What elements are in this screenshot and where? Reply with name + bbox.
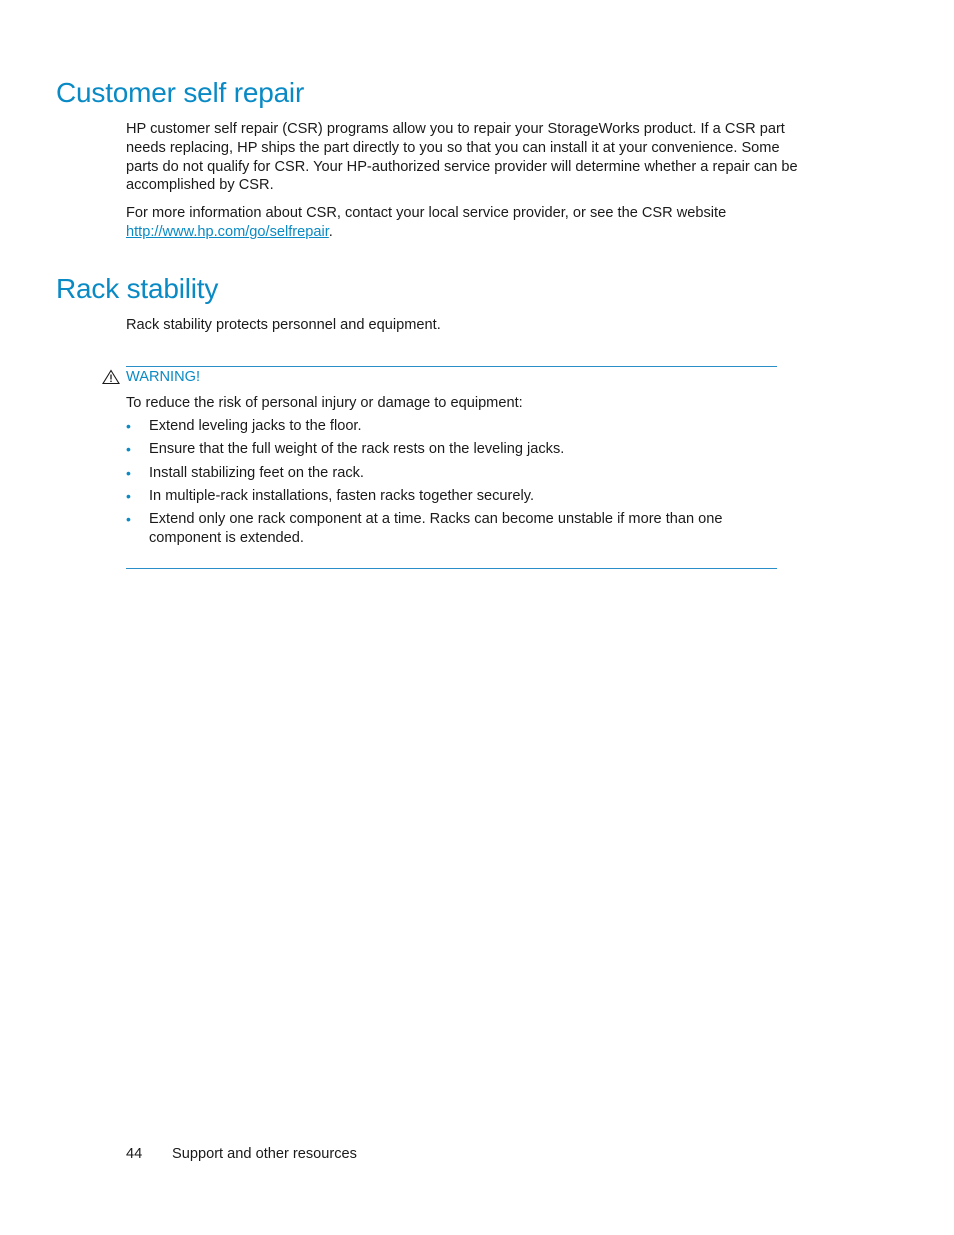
- section-title-rack-stability: Rack stability: [56, 273, 219, 304]
- section-title-customer-self-repair: Customer self repair: [56, 77, 305, 108]
- list-item-text: In multiple-rack installations, fasten racks together securely.: [149, 487, 535, 504]
- warning-label: WARNING!: [126, 369, 201, 385]
- bullet-icon: •: [126, 464, 131, 481]
- list-item: [126, 510, 786, 548]
- bullet-icon: •: [126, 418, 131, 434]
- list-item-text: Extend only one rack component at a time. Racks can become unstable if more than one component is extended.: [149, 511, 723, 546]
- csr-website-link[interactable]: http://www.hp.com/go/selfrepair: [126, 223, 329, 240]
- list-item: [126, 417, 786, 436]
- page-number: 44: [126, 1146, 143, 1162]
- csr-more-info-paragraph: [126, 204, 806, 242]
- warning-bottom-rule: [126, 568, 777, 569]
- warning-intro: To reduce the risk of personal injury or damage to equipment:: [126, 395, 523, 411]
- list-item-text: Extend leveling jacks to the floor.: [149, 418, 362, 434]
- list-item-text: Install stabilizing feet on the rack.: [149, 464, 364, 481]
- bullet-icon: •: [126, 511, 131, 528]
- warning-bullet-list: [126, 417, 786, 552]
- bullet-icon: •: [126, 487, 131, 504]
- list-item: [126, 487, 786, 506]
- page-footer: [126, 1145, 357, 1163]
- warning-top-rule: [126, 366, 777, 367]
- csr-more-info-end: .: [328, 223, 333, 240]
- list-item: [126, 464, 786, 483]
- warning-header: [102, 367, 200, 387]
- list-item: [126, 440, 786, 459]
- csr-description-paragraph: HP customer self repair (CSR) programs allow you to repair your StorageWorks product. If a CSR part needs replacing, HP ships the part directly to you so that you can install it at your convenience. Some parts do not qualify for CSR. Your HP-authorized service provider will determine whether a repair can be accomplished by CSR.: [126, 121, 798, 194]
- warning-triangle-icon: [102, 369, 120, 385]
- footer-section-name: Support and other resources: [172, 1146, 357, 1162]
- bullet-icon: •: [126, 441, 131, 458]
- list-item-text: Ensure that the full weight of the rack rests on the leveling jacks.: [149, 441, 565, 458]
- rack-stability-intro: Rack stability protects personnel and equipment.: [126, 317, 441, 333]
- csr-more-info-text: For more information about CSR, contact your local service provider, or see the CSR website: [126, 205, 727, 221]
